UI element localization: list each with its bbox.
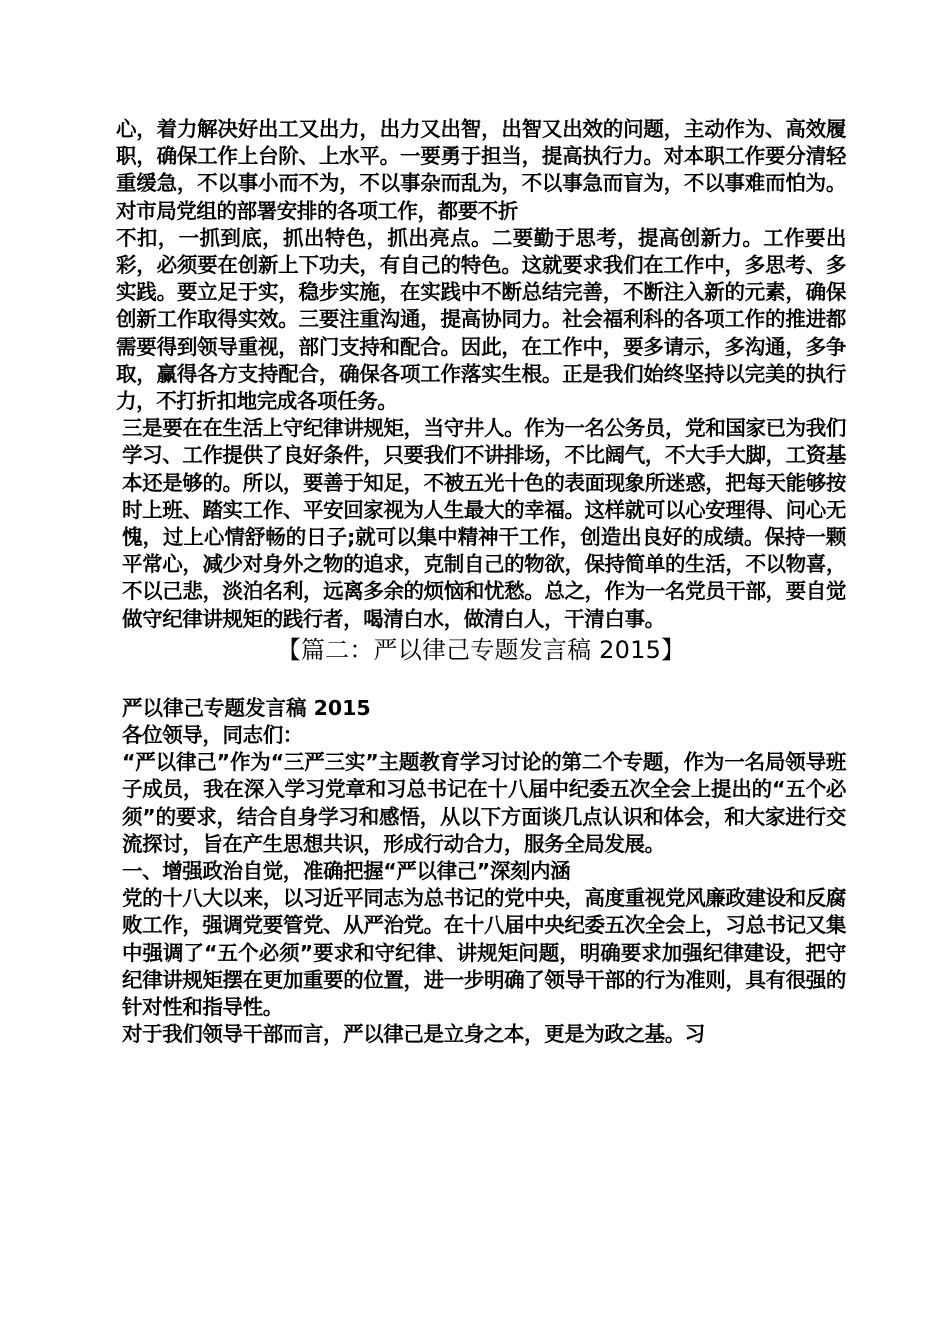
speech-title: 严以律己专题发言稿 2015 (122, 695, 371, 720)
section-title: 【篇二：严以律己专题发言稿 2015】 (276, 635, 686, 664)
paragraph-life-discipline: 三是要在在生活上守纪律讲规矩，当守井人。作为一名公务员，党和国家已为我们学习、工作提供了良好条件，只要我们不讲排场，不比阔气，不大手大脚，工资基本还是够的。所以，要善于知足，不被五光十色的表面现象所迷惑，把每天能够按时上班、踏实工作、平安回家视为人生最大的幸福。这样就可以心安理得、问心无愧，过上心情舒畅的日子;就可以集中精神干工作，创造出良好的成绩。保持一颗平常心，减少对身外之物的追求，克制自己的物欲，保持简单的生活，不以物喜，不以己悲，淡泊名利，远离多余的烦恼和忧愁。总之，作为一名党员干部，要自觉做守纪律讲规矩的践行者，喝清白水，做清白人，干清白事。 (122, 416, 846, 631)
document-page (116, 116, 846, 1049)
greeting: 各位领导，同志们： (122, 723, 303, 748)
heading-political-awareness: 一、增强政治自觉，准确把握“严以律己”深刻内涵 (122, 859, 571, 884)
paragraph-execution: 心，着力解决好出工又出力，出力又出智，出智又出效的问题，主动作为、高效履职，确保工作上台阶、上水平。一要勇于担当，提高执行力。对本职工作要分清轻重缓急，不以事小而不为，不以事杂而乱为，不以事急而盲为，不以事难而怕为。对市局党组的部署安排的各项工作，都要不折 (116, 117, 846, 223)
paragraph-party-central: 党的十八大以来，以习近平同志为总书记的党中央，高度重视党风廉政建设和反腐败工作，强调党要管党、从严治党。在十八届中央纪委五次全会上，习总书记又集中强调了“五个必须”要求和守纪律、讲规矩问题，明确要求加强纪律建设，把守纪律讲规矩摆在更加重要的位置，进一步明确了领导干部的行为准则，具有很强的针对性和指导性。 (122, 886, 846, 1020)
paragraph-innovation: 不扣，一抓到底，抓出特色，抓出亮点。二要勤于思考，提高创新力。工作要出彩，必须要在创新上下功夫，有自己的特色。这就要求我们在工作中，多思考、多实践。要立足于实，稳步实施，在实践中不断总结完善，不断注入新的元素，确保创新工作取得实效。三要注重沟通，提高协同力。社会福利科的各项工作的推进都需要得到领导重视，部门支持和配合。因此，在工作中，要多请示，多沟通，多争取，赢得各方支持配合，确保各项工作落实生根。正是我们始终坚持以完美的执行力，不打折扣地完成各项任务。 (116, 225, 846, 414)
paragraph-self-discipline: 对于我们领导干部而言，严以律己是立身之本，更是为政之基。习 (122, 1022, 705, 1047)
paragraph-intro: “严以律己”作为“三严三实”主题教育学习讨论的第二个专题，作为一名局领导班子成员，我在深入学习党章和习总书记在十八届中纪委五次全会上提出的“五个必须”的要求，结合自身学习和感悟，从以下方面谈几点认识和体会，和大家进行交流探讨，旨在产生思想共识，形成行动合力，服务全局发展。 (122, 750, 846, 856)
